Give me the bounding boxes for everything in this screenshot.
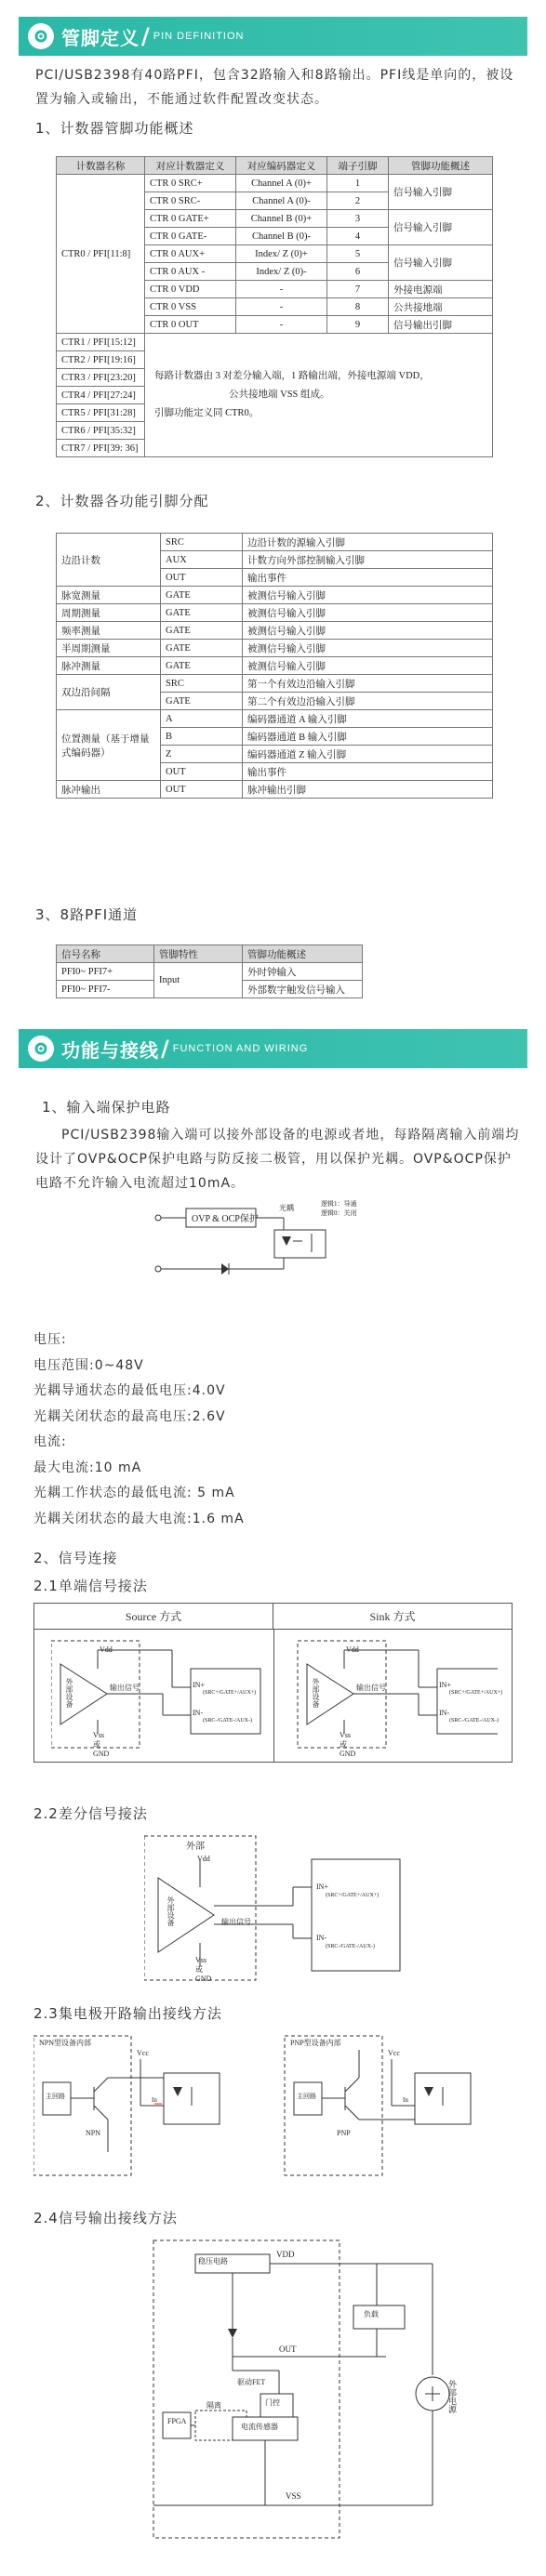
out-signal-label: 输出信号 [356,1684,386,1692]
table-cell: 脉冲测量 [57,657,161,675]
regulator-label: 稳压电路 [198,2257,228,2266]
table-cell: 被测信号输入引脚 [243,640,493,657]
opto-note: 逻辑1：导通 逻辑0：关闭 [321,1200,357,1217]
table-cell: CTR5 / PFI[31:28] [57,404,145,422]
table-cell: 公共接地端 [389,298,493,316]
out-signal-label: 输出信号 [221,1918,251,1926]
sink-mode-header: Sink 方式 [273,1604,512,1630]
table-note: 每路计数器由 3 对差分输入端，1 路输出端，外接电源端 VDD， [154,371,430,381]
table-cell: 外时钟输入 [243,963,363,981]
out-label: OUT [279,2345,297,2354]
table-cell: 双边沿间隔 [57,675,161,710]
protection-paragraph: PCI/USB2398输入端可以接外部设备的电源或者地，每路隔离输入前端均设计了OVP&OCP保护电路与防反接二极管，用以保护光耦。OVP&OCP保护电路不允许输入电流超过10mA。 [35,1128,520,1191]
table-cell: 位置测量（基于增量式编码器） [57,710,161,781]
section-banner-function-wiring: 功能与接线 / FUNCTION AND WIRING [19,1029,527,1068]
in-neg-label: IN- [439,1709,450,1717]
pnp-title: PNP型设备内部 [290,2039,341,2047]
table-cell: CTR 0 SRC- [145,192,236,210]
table-header: 对应计数器定义 [145,157,236,175]
table-row [57,710,493,728]
in-neg-label: IN- [193,1709,204,1717]
table-cell: 计数方向外部控制输入引脚 [243,551,493,569]
table-header: 对应编码器定义 [236,157,327,175]
table-cell: Input [154,963,243,998]
ext-device-label: 外部设备 [166,1896,175,1926]
table-cell: CTR 0 SRC+ [145,175,236,192]
spec-line: 最大电流:10 mA [33,1460,142,1475]
table-cell: 2 [327,192,389,210]
table-cell: GATE [161,657,243,675]
npn-title: NPN型设备内部 [39,2039,92,2047]
table-cell: 9 [327,316,389,334]
table-header: 管脚功能概述 [389,157,493,175]
ext-device-label: 外部设备 [65,1678,73,1708]
heading-open-collector: 2.3集电极开路输出接线方法 [33,2005,222,2022]
heading-output-wiring: 2.4信号输出接线方法 [33,2210,178,2226]
out-signal-label: 输出信号 [110,1684,140,1692]
table-cell: Channel A (0)- [236,192,327,210]
table-header: 端子引脚 [327,157,389,175]
gate-label: 门控 [265,2398,280,2407]
table-cell: CTR 0 GATE+ [145,210,236,228]
main-circuit-label: 主回路 [297,2093,316,2100]
table-cell: CTR 0 GATE- [145,228,236,245]
function-pin-table [56,533,493,799]
in-neg-label: IN- [316,1934,327,1942]
table-row [57,175,493,192]
neg-note: (SRC-/GATE-/AUX-) [203,1718,252,1724]
heading-counter-overview: 1、计数器管脚功能概述 [35,120,194,137]
table-cell: Z [161,746,243,763]
vcc-label: Vcc [137,2049,149,2057]
table-cell: PFI0~ PFI7+ [57,963,154,981]
table-cell: 脉冲输出 [57,781,161,799]
section-title: 管脚定义 [61,26,140,49]
external-label: 外部 [186,1842,205,1852]
table-cell: CTR 0 AUX+ [145,245,236,263]
table-cell: - [236,298,327,316]
heading-differential: 2.2差分信号接法 [33,1805,148,1822]
table-cell: 5 [327,245,389,263]
table-cell: - [236,281,327,298]
vdd-label: Vdd [100,1645,113,1654]
table-cell: 外部数字触发信号输入 [243,981,363,998]
table-cell: 编码器通道 A 输入引脚 [243,710,493,728]
counter-pin-table [56,156,493,457]
table-cell: OUT [161,569,243,587]
neg-note: (SRC-/GATE-/AUX-) [326,1944,375,1949]
table-cell: 输出事件 [243,763,493,781]
table-header: 计数器名称 [57,157,145,175]
table-cell: 编码器通道 Z 输入引脚 [243,746,493,763]
heading-counter-pins: 2、计数器各功能引脚分配 [35,493,209,509]
table-row [57,781,493,799]
in-label: In [152,2096,157,2104]
intro-paragraph: PCI/USB2398有40路PFI，包含32路输入和8路输出。PFI线是单向的，被设置为输入或输出，不能通过软件配置改变状态。 [35,68,514,107]
spec-line: 光耦工作状态的最低电流: 5 mA [33,1486,235,1500]
vss-out-label: VSS [286,2491,301,2501]
table-cell: Channel B (0)+ [236,210,327,228]
table-cell: 边沿计数 [57,534,161,587]
pnp-label: PNP [337,2129,351,2137]
table-header-row [57,945,363,963]
ext-power-label: 外部电源 [447,2380,457,2413]
vss-label: Vss或GND [93,1731,110,1758]
open-collector-diagram [33,2031,517,2180]
section-banner-pin-definition: 管脚定义 / PIN DEFINITION [19,17,527,56]
table-cell: Index/ Z (0)+ [236,245,327,263]
table-cell: CTR 0 VSS [145,298,236,316]
spec-line: 光耦关闭状态的最高电压:2.6V [33,1408,226,1424]
table-cell: 第一个有效边沿输入引脚 [243,675,493,693]
table-cell: 被测信号输入引脚 [243,622,493,640]
table-row [57,622,493,640]
spec-line: 光耦关闭状态的最大电流:1.6 mA [33,1511,245,1526]
table-cell: CTR0 / PFI[11:8] [57,175,145,334]
table-cell: 6 [327,263,389,281]
table-header: 管脚功能概述 [243,945,363,963]
spec-line: 电压: [33,1332,67,1347]
main-circuit-label: 主回路 [46,2093,65,2100]
table-cell: 输出事件 [243,569,493,587]
neg-note: (SRC-/GATE-/AUX-) [449,1718,499,1724]
spec-line: 电流: [33,1434,67,1449]
table-cell: 脉宽测量 [57,587,161,604]
ovp-label: OVP & OCP保护 [192,1214,259,1224]
table-cell: CTR1 / PFI[15:12] [57,334,145,351]
table-cell: A [161,710,243,728]
table-cell: CTR6 / PFI[35:32] [57,422,145,440]
table-cell: SRC [161,675,243,693]
table-cell: SRC [161,534,243,551]
isolation-label: 隔离 [206,2401,221,2410]
table-header: 管脚特性 [154,945,243,963]
table-cell: GATE [161,622,243,640]
table-row [57,334,493,351]
table-cell: CTR2 / PFI[19:16] [57,351,145,369]
gear-icon [28,23,54,49]
table-cell: CTR 0 OUT [145,316,236,334]
table-cell: GATE [161,640,243,657]
table-cell: CTR 0 VDD [145,281,236,298]
table-header: 信号名称 [57,945,154,963]
table-cell: 1 [327,175,389,192]
table-cell: 信号输入引脚 [389,245,493,281]
section-subtitle: FUNCTION AND WIRING [172,1043,309,1054]
table-row [57,604,493,622]
table-cell: 被测信号输入引脚 [243,604,493,622]
vcc-label: Vcc [388,2049,400,2057]
vdd-out-label: VDD [276,2250,295,2259]
table-cell: 频率测量 [57,622,161,640]
spec-line: 光耦导通状态的最低电压:4.0V [33,1383,226,1398]
table-row [57,963,363,981]
source-mode-header: Source 方式 [34,1604,273,1630]
table-cell: 4 [327,228,389,245]
ext-device-label: 外部设备 [312,1678,320,1708]
specs-list [33,1328,517,1532]
table-row [57,675,493,693]
in-pos-label: IN+ [316,1882,328,1891]
heading-single-ended: 2.1单端信号接法 [33,1578,148,1594]
in-pos-label: IN+ [193,1681,205,1689]
gear-icon [28,1036,54,1062]
table-cell: 8 [327,298,389,316]
table-cell: CTR4 / PFI[27:24] [57,387,145,404]
heading-signal-connection: 2、信号连接 [33,1550,118,1566]
vdd-label: Vdd [346,1645,359,1654]
table-cell: GATE [161,693,243,710]
table-cell: 编码器通道 B 输入引脚 [243,728,493,746]
table-row [57,587,493,604]
table-row [57,640,493,657]
table-cell: 3 [327,210,389,228]
sense-label: 电流传感器 [241,2423,278,2431]
table-cell: CTR7 / PFI[39: 36] [57,440,145,457]
in-label: In [403,2096,408,2104]
section-subtitle: PIN DEFINITION [153,31,245,42]
table-cell: - [236,316,327,334]
section-title: 功能与接线 [61,1038,159,1062]
table-cell: Channel A (0)+ [236,175,327,192]
opto-label: 光耦 [279,1204,294,1212]
table-cell: B [161,728,243,746]
table-cell: GATE [161,587,243,604]
table-note: 引脚功能定义同 CTR0。 [154,408,260,418]
table-cell: PFI0~ PFI7- [57,981,154,998]
table-cell: 信号输入引脚 [389,175,493,210]
vdd-label: Vdd [197,1855,210,1863]
table-cell: 半周期测量 [57,640,161,657]
table-cell: GATE [161,604,243,622]
vss-label: Vss或GND [195,1956,212,1983]
table-cell: Channel B (0)- [236,228,327,245]
table-cell: AUX [161,551,243,569]
table-cell: 信号输出引脚 [389,316,493,334]
table-cell: OUT [161,781,243,799]
table-cell: 第二个有效边沿输入引脚 [243,693,493,710]
pfi-table [56,945,363,998]
differential-diagram [144,1831,414,1989]
single-ended-circuits [51,1636,498,1757]
table-row [57,657,493,675]
vss-label: Vss或GND [340,1731,356,1758]
load-label: 负载 [364,2310,379,2318]
fet-label: 驱动FET [237,2378,266,2386]
table-cell: 被测信号输入引脚 [243,587,493,604]
spec-line: 电压范围:0~48V [33,1357,144,1373]
table-cell: 信号输入引脚 [389,210,493,245]
in-pos-label: IN+ [439,1681,451,1689]
table-cell [145,334,493,457]
npn-label: NPN [86,2129,101,2137]
table-row [57,534,493,551]
heading-input-protection: 1、输入端保护电路 [42,1099,171,1116]
heading-pfi-channels: 3、8路PFI通道 [35,906,139,923]
table-cell: Index/ Z (0)- [236,263,327,281]
table-cell: 7 [327,281,389,298]
table-cell: 外接电源端 [389,281,493,298]
table-cell: 脉冲输出引脚 [243,781,493,799]
fpga-label: FPGA [167,2417,187,2425]
table-cell: 周期测量 [57,604,161,622]
pos-note: (SRC+/GATE+/AUX+) [203,1690,257,1696]
table-cell: OUT [161,763,243,781]
table-header-row [57,157,493,175]
pos-note: (SRC+/GATE+/AUX+) [326,1893,380,1898]
table-cell: 边沿计数的源输入引脚 [243,534,493,551]
table-cell: CTR3 / PFI[23:20] [57,369,145,387]
table-cell: 被测信号输入引脚 [243,657,493,675]
table-note: 公共接地端 VSS 组成。 [229,390,330,400]
table-cell: CTR 0 AUX - [145,263,236,281]
pos-note: (SRC+/GATE+/AUX+) [449,1690,503,1696]
